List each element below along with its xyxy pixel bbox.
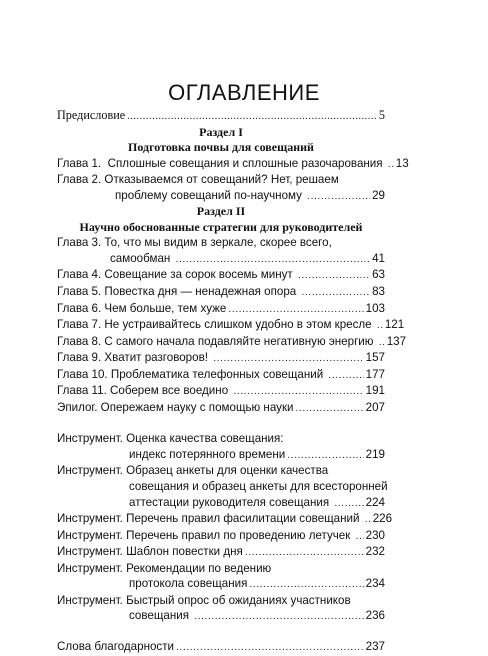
toc-entry-label-continued: проблему совещаний по-научному [115,188,306,202]
toc-entry-label: Инструмент. Перечень правил по проведению летучек [57,528,354,542]
dot-leader [176,252,371,268]
spacer [57,416,385,431]
toc-page-number: 63 [372,268,385,282]
toc-entry-label: Эпилог. Опережаем науку с помощью науки [57,400,294,414]
toc-entry-label: Глава 6. Чем больше, тем хуже [57,301,227,315]
toc-page-number: 234 [365,577,385,591]
dot-leader [334,496,363,512]
toc-page-number: 237 [365,639,385,653]
toc-entry-label: Глава 5. Повестка дня — ненадежная опора [57,285,300,299]
toc-page-number: 224 [365,495,385,509]
section-subtitle: Подготовка почвы для совещаний [128,140,314,155]
dot-leader [328,368,363,384]
toc-entry-label: Инструмент. Образец анкеты для оценки качества [57,464,329,478]
toc-entry-label: Инструмент. Быстрый опрос об ожиданиях участников [57,593,351,607]
toc-entry-tool [57,544,385,561]
toc-entry [57,301,385,318]
dot-leader [307,189,370,205]
toc-entry-label: Инструмент. Рекомендации по ведению [57,561,272,575]
toc-entry [57,350,385,367]
toc-page-number: 236 [365,609,385,623]
toc-entry-label: Инструмент. Перечень правил фасилитации совещаний [57,512,363,526]
section-subtitle: Научно обоснованные стратегии для руководителей [79,219,363,234]
toc-entry-tool [57,511,393,528]
spacer [57,625,385,639]
dot-leader [233,384,363,400]
toc-entry-label: Слова благодарности [57,639,175,653]
toc-entry-label-continued: индекс потерянного времени [129,447,286,461]
dot-leader [296,401,364,417]
toc-entry [57,383,385,400]
toc-entry-label: Глава 9. Хватит разговоров! [57,351,212,365]
toc-entry-label: Глава 4. Совещание за сорок восемь минут [57,268,296,282]
toc-entry-acknowledgments [57,639,385,656]
toc-page-number: 103 [365,301,385,315]
dot-leader [356,529,364,545]
toc-page-number: 232 [365,545,385,559]
toc-page-number: 83 [372,285,385,299]
toc-page-number: 41 [372,251,385,265]
toc-entry-label: Глава 10. Проблематика телефонных совещаний [57,367,327,381]
toc-entry-label: Глава 8. С самого начала подавляйте негативную энергию [57,334,377,348]
toc-page-number: 5 [378,108,385,122]
toc-page-number: 137 [386,334,407,348]
dot-leader [301,285,370,301]
section-heading: Раздел II [196,204,246,219]
toc-entry-label: Глава 3. То, что мы видим в зеркале, скорее всего, [57,236,332,250]
toc-entry-label: Глава 1. Сплошные совещания и сплошные разочарования [57,156,386,170]
toc-entry-label: Глава 11. Соберем все воедино [57,384,232,398]
toc-entry [57,235,385,267]
toc-entry-label: Глава 2. Отказываемся от совещаний? Нет, решаем [57,173,339,187]
toc-page-number: 226 [372,512,393,526]
toc-entry-label-continued: аттестации руководителя совещания [129,495,333,509]
toc-entry-label: Инструмент. Шаблон повестки дня [57,545,243,559]
toc-entry-label-continued: совещания [129,609,193,623]
toc-entry-label: Предисловие [57,108,126,122]
dot-leader [127,109,377,125]
dot-leader [365,512,371,528]
dot-leader [228,302,363,318]
toc-page-number: 207 [365,400,385,414]
toc-entry [57,156,409,173]
dot-leader [194,609,363,625]
toc-page-number: 177 [365,367,385,381]
toc-entry-label: Инструмент. Оценка качества совещания: [57,432,284,446]
toc-entry [57,284,385,301]
section-heading: Раздел I [199,124,243,139]
toc-entry [57,267,385,284]
dot-leader [249,577,363,593]
toc-entry [57,172,385,204]
dot-leader [213,351,363,367]
toc-entry-tool [57,463,388,511]
toc-entry [57,334,407,351]
dot-leader [388,157,394,173]
dot-leader [245,545,364,561]
toc-page-number: 230 [365,528,385,542]
toc-page-number: 13 [395,156,409,170]
toc-entry [57,367,385,384]
toc-page-number: 121 [384,318,405,332]
toc-page-number: 191 [365,384,385,398]
page-title: ОГЛАВЛЕНИЕ [168,80,320,105]
toc-page-number: 157 [365,351,385,365]
toc-entry [57,400,385,417]
toc-entry-label-continued: самообман [110,251,174,265]
toc-entry-label-continued: совещания и образец анкеты для всесторонней [129,480,388,494]
toc-entry-preface [57,108,385,125]
toc-entry [57,317,405,334]
toc-page-number: 219 [365,447,385,461]
toc-entry-tool [57,561,385,593]
dot-leader [176,640,364,656]
toc-entry-tool [57,528,385,545]
dot-leader [298,268,370,284]
toc-page-number: 29 [372,188,385,202]
table-of-contents [57,108,409,656]
dot-leader [287,448,363,464]
dot-leader [377,318,383,334]
dot-leader [379,335,385,351]
toc-entry-label: Глава 7. Не устраивайтесь слишком удобно в этом кресле [57,318,375,332]
toc-entry-label-continued: протокола совещания [129,577,248,591]
toc-entry-tool [57,431,385,463]
toc-entry-tool [57,593,385,625]
